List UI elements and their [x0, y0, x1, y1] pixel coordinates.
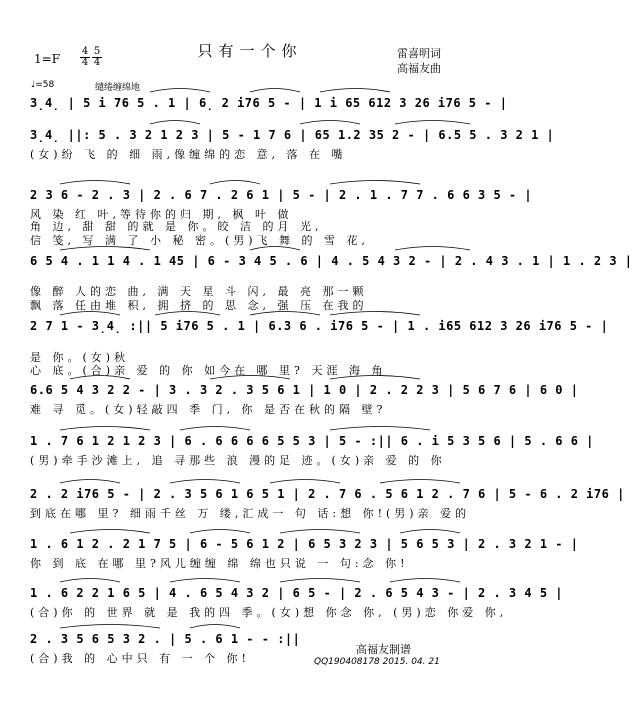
lyricist-credit: 雷喜明词 — [397, 47, 441, 60]
key-signature: 1=F — [34, 52, 61, 66]
expression-marking: 缱绻缠绵地 — [95, 83, 141, 93]
slur-mark — [180, 427, 250, 431]
notation-row-1: 3̣4̣ ||: 5 . 3 2 1 2 3 | 5 - 1 7 6 | 65 1.2 35 2 - | 6.5 5 . 3 2 1 | — [30, 128, 555, 142]
slur-mark — [150, 89, 210, 93]
slur-mark — [250, 247, 300, 251]
slur-mark — [70, 530, 150, 534]
slur-mark — [60, 579, 120, 583]
slur-mark — [250, 312, 320, 316]
notation-row-13: 2 . 2 i76 5 - | 2 . 3 5 6 1 6 5 1 | 2 . 7 6 . 5 6 1 2 . 7 6 | 5 - 6 . 2 i76 | — [30, 487, 625, 501]
slur-mark — [170, 579, 240, 583]
slur-mark — [270, 480, 340, 484]
slur-mark — [330, 312, 420, 316]
slur-mark — [330, 376, 420, 380]
notation-row-14: 1 . 6 1 2 . 2 1 7 5 | 6 - 5 6 1 2 | 6 5 3 2 3 | 5 6 5 3 | 2 . 3 2 1 - | — [30, 537, 579, 551]
slur-mark — [280, 579, 360, 583]
arranger-credit: 高福友制谱 — [356, 643, 411, 656]
slur-mark — [330, 427, 430, 431]
lyric-line-10: 心 底。(合)亲 爱 的 你 如今在 哪 里? 天涯 海 角 — [30, 364, 387, 377]
tempo-marking: ♩=58 — [31, 80, 55, 90]
slur-mark — [155, 312, 220, 316]
slur-mark — [70, 376, 130, 380]
slur-mark — [250, 89, 300, 93]
lyric-line-4: 信 笺, 写 满 了 小 秘 密。(男)飞 舞 的 雪 花, — [30, 234, 370, 247]
lyric-line-2: 风 染 红 叶,等待你的归 期, 枫 叶 做 — [30, 208, 293, 221]
lyric-line-9: 是 你。(女)秋 — [30, 351, 130, 364]
lyric-line-11: 难 寻 觅。(女)轻敲四 季 门, 你 是否在秋的隔 壁? — [30, 403, 387, 416]
lyric-line-13: 到底在哪 里? 细雨千丝 万 缕,汇成一 句 话:想 你!(男)亲 爱的 — [30, 507, 471, 520]
time-sig-top-2: 5 — [93, 46, 101, 57]
slur-mark — [320, 89, 390, 93]
slur-mark — [60, 312, 120, 316]
lyric-line-6: 像 醉 人的恋 曲, 满 天 星 斗 闪, 最 亮 那一颗 — [30, 285, 368, 298]
lyric-line-3: 角 边, 甜 甜 的就 是 你。皎 洁 的月 光, — [30, 220, 323, 233]
slur-mark — [210, 181, 260, 185]
notation-row-12: 1 . 7 6 1 2 1 2 3 | 6 . 6 6 6 6 5 5 3 | 5 - :|| 6 . i 5 3 5 6 | 5 . 6 6 | — [30, 434, 594, 448]
song-title: 只有一个你 — [197, 42, 303, 60]
slur-mark — [280, 530, 360, 534]
lyric-line-14: 你 到 底 在哪 里?风儿缠缠 绵 绵也只说 一 句:念 你! — [30, 557, 409, 570]
slur-mark — [330, 181, 420, 185]
slur-mark — [60, 427, 150, 431]
slur-mark — [400, 530, 460, 534]
time-sig-bottom-2: 4 — [93, 57, 101, 68]
notation-row-11: 6.6 5 4 3 2 2 - | 3 . 3 2 . 3 5 6 1 | 1 0 | 2 . 2 2 3 | 5 6 7 6 | 6 0 | — [30, 383, 579, 397]
slur-mark — [380, 480, 460, 484]
slur-mark — [60, 625, 160, 629]
slur-mark — [170, 480, 240, 484]
slur-mark — [390, 579, 460, 583]
slur-mark — [60, 181, 130, 185]
lyric-line-16: (合)我 的 心中只 有 一 个 你! — [30, 652, 250, 665]
lyric-line-7: 飘 落 任由堆 积, 拥 挤 的 思 念, 强 压 在我的 — [30, 299, 368, 312]
slur-mark — [300, 121, 360, 125]
slur-mark — [60, 480, 120, 484]
notation-row-2: 2 3 6 - 2 . 3 | 2 . 6 7 . 2 6 1 | 5 - | 2 . 1 . 7 7 . 6 6 3 5 - | — [30, 188, 533, 202]
composer-credit: 高福友曲 — [397, 62, 441, 75]
notation-row-8: 2 7 1 - 3̣4̣ :|| 5 i76 5 . 1 | 6.3 6 . i76 5 - | 1 . i65 612 3 26 i76 5 - | — [30, 319, 609, 333]
notation-row-16: 2 . 3 5 6 5 3 2 . | 5 . 6 1 - - :|| — [30, 632, 301, 646]
slur-mark — [395, 247, 470, 251]
slur-mark — [210, 376, 290, 380]
slur-mark — [150, 121, 200, 125]
lyric-line-12: (男)牵手沙滩上, 追 寻那些 浪 漫的足 迹。(女)亲 爱 的 你 — [30, 454, 446, 467]
slur-mark — [190, 625, 240, 629]
notation-row-5: 6 5 4 . 1 1 4 . 1 45 | 6 - 3 4 5 . 6 | 4 . 5 4 3 2 - | 2 . 4 3 . 1 | 1 . 2 3 | — [30, 254, 633, 268]
time-sig-top-1: 4 — [81, 46, 89, 57]
slur-mark — [395, 121, 470, 125]
footer-info: QQ190408178 2015. 04. 21 — [314, 657, 440, 667]
slur-mark — [190, 530, 250, 534]
lyric-line-15: (合)你 的 世界 就 是 我的四 季。(女)想 你念 你, (男)恋 你爱 你, — [30, 606, 508, 619]
notation-row-15: 1 . 6 2 2 1 6 5 | 4 . 6 5 4 3 2 | 6 5 - | 2 . 6 5 4 3 - | 2 . 3 4 5 | — [30, 586, 563, 600]
slur-mark — [60, 247, 150, 251]
notation-row-0: 3̣4̣ | 5 i 76 5 . 1 | 6̣ 2 i76 5 - | 1 i 65 612 3 26 i76 5 - | — [30, 96, 508, 110]
time-sig-bottom-1: 4 — [81, 57, 89, 68]
lyric-line-1: (女)纷 飞 的 细 雨,像缠绵的恋 意, 落 在 嘴 — [30, 148, 347, 161]
